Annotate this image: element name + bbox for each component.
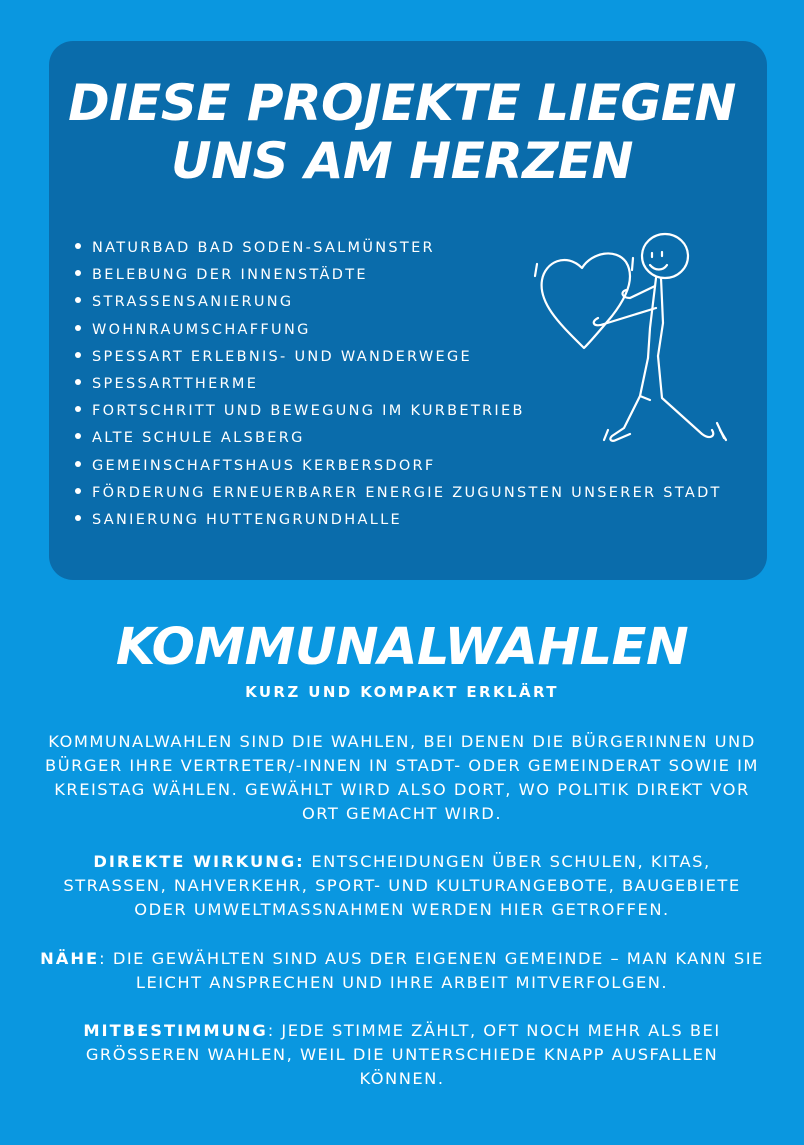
intro-paragraph: KOMMUNALWAHLEN SIND DIE WAHLEN, BEI DENEN DIE BÜRGERINNEN UND BÜRGER IHRE VERTRETER/-INNEN IN STADT- ODER GEMEINDERAT SOWIE IM KREISTAG WÄHLEN. GEWÄHLT WIRD ALSO DORT, WO POLITIK DIREKT VOR ORT GEMACHT WIRD. xyxy=(45,732,759,823)
bullet-icon xyxy=(75,352,81,358)
bullet-icon xyxy=(75,325,81,331)
project-item-label: WOHNRAUMSCHAFFUNG xyxy=(92,321,311,338)
point-naehe xyxy=(40,947,764,995)
bullet-icon xyxy=(75,515,81,521)
project-item-label: GEMEINSCHAFTSHAUS KERBERSDORF xyxy=(92,457,436,474)
point-text: : DIE GEWÄHLTEN SIND AUS DER EIGENEN GEMEINDE – MAN KANN SIE LEICHT ANSPRECHEN UND IHRE ARBEIT MITVERFOLGEN. xyxy=(99,949,764,992)
point-text: : JEDE STIMME ZÄHLT, OFT NOCH MEHR ALS BEI GRÖSSEREN WAHLEN, WEIL DIE UNTERSCHIEDE KNAPP AUSFALLEN KÖNNEN. xyxy=(85,1021,721,1088)
point-mitbestimmung xyxy=(40,1019,764,1091)
bullet-icon xyxy=(75,406,81,412)
bullet-icon xyxy=(75,461,81,467)
point-text: ENTSCHEIDUNGEN ÜBER SCHULEN, KITAS, STRASSEN, NAHVERKEHR, SPORT- UND KULTURANGEBOTE, BAUGEBIETE ODER UMWELTMASSNAHMEN WERDEN HIER GETROFFEN. xyxy=(63,852,741,919)
project-item-label: ALTE SCHULE ALSBERG xyxy=(92,430,305,447)
project-item-label: BELEBUNG DER INNENSTÄDTE xyxy=(92,267,368,284)
project-item-label: NATURBAD BAD SODEN-SALMÜNSTER xyxy=(92,240,435,256)
stick-figure-carrying-heart-icon xyxy=(532,228,728,456)
project-item xyxy=(75,508,722,535)
project-item xyxy=(75,481,722,508)
bullet-icon xyxy=(75,488,81,494)
project-item-label: SANIERUNG HUTTENGRUNDHALLE xyxy=(92,511,402,528)
bullet-icon xyxy=(75,379,81,385)
point-label: MITBESTIMMUNG xyxy=(83,1021,268,1040)
projects-title-line-1: DIESE PROJEKTE LIEGEN xyxy=(68,74,736,132)
project-item-label: FÖRDERUNG ERNEUERBARER ENERGIE ZUGUNSTEN UNSERER STADT xyxy=(92,484,722,501)
bullet-icon xyxy=(75,297,81,303)
projects-title-line-2: UNS AM HERZEN xyxy=(171,132,633,190)
bullet-icon xyxy=(75,243,81,249)
kommunalwahlen-subtitle: KURZ UND KOMPAKT ERKLÄRT xyxy=(245,683,559,701)
bullet-icon xyxy=(75,270,81,276)
point-direkte-wirkung xyxy=(40,850,764,922)
kommunalwahlen-title: KOMMUNALWAHLEN xyxy=(115,618,689,677)
bullet-icon xyxy=(75,433,81,439)
project-item-label: SPESSART ERLEBNIS- UND WANDERWEGE xyxy=(92,348,472,365)
project-item xyxy=(75,454,722,481)
point-label: NÄHE xyxy=(40,949,100,968)
project-item-label: FORTSCHRITT UND BEWEGUNG IM KURBETRIEB xyxy=(92,403,525,420)
projects-title xyxy=(0,74,804,190)
point-label: DIREKTE WIRKUNG: xyxy=(93,852,305,871)
project-item-label: SPESSARTTHERME xyxy=(92,375,259,392)
project-item-label: STRASSENSANIERUNG xyxy=(92,294,294,311)
